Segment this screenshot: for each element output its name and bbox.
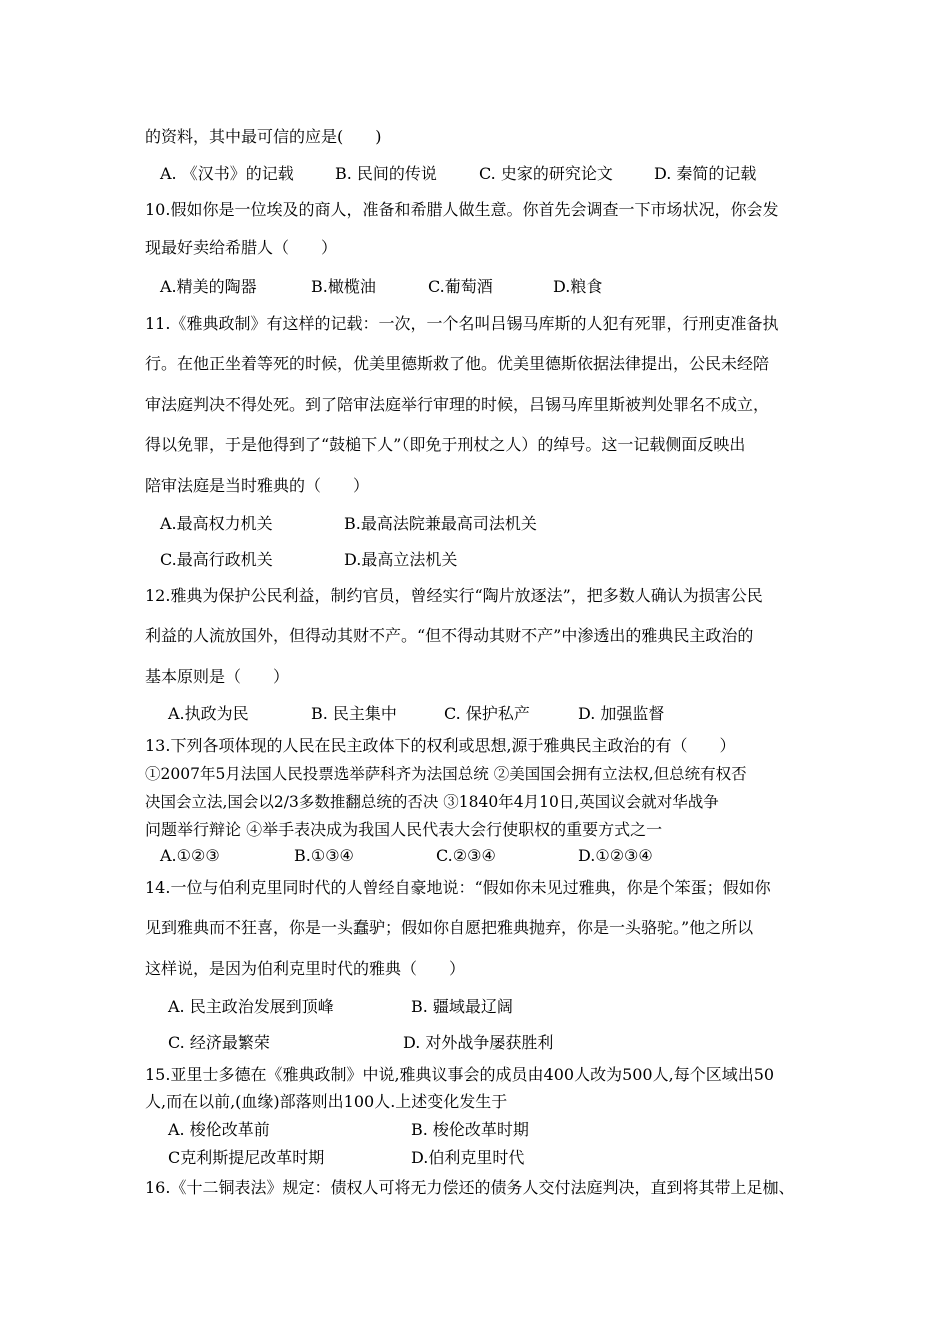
q11-option-a: A.最高权力机关 [160, 514, 273, 533]
q9-option-c: C. 史家的研究论文 [479, 164, 613, 183]
q14-stem-line-1: 14.一位与伯利克里同时代的人曾经自豪地说：“假如你未见过雅典，你是个笨蛋；假如你 [145, 878, 771, 897]
q13-stem-line-3: 决国会立法,国会以2∕3多数推翻总统的否决 ③1840年4月10日,英国议会就对华战争 [145, 793, 719, 811]
q11-stem-line-3: 审法庭判决不得处死。到了陪审法庭举行审理的时候，吕锡马库里斯被判处罪名不成立， [145, 395, 770, 414]
q14-option-b: B. 疆域最辽阔 [411, 997, 513, 1016]
q9-option-d: D. 秦简的记载 [654, 164, 757, 183]
q14-option-d: D. 对外战争屡获胜利 [403, 1033, 554, 1052]
q13-stem-line-2: ①2007年5月法国人民投票选举萨科齐为法国总统 ②美国国会拥有立法权,但总统有权否 [145, 765, 747, 783]
q15-stem-line-2: 人,而在以前,(血缘)部落则出100人.上述变化发生于 [145, 1092, 508, 1111]
q15-option-b: B. 梭伦改革时期 [411, 1120, 529, 1139]
q11-stem-line-5: 陪审法庭是当时雅典的（ ） [145, 476, 370, 495]
q15-option-c: C克利斯提尼改革时期 [168, 1148, 325, 1167]
q11-option-d: D.最高立法机关 [344, 550, 458, 569]
q12-stem-line-3: 基本原则是（ ） [145, 667, 290, 686]
q12-option-d: D. 加强监督 [578, 704, 665, 723]
q11-stem-line-2: 行。在他正坐着等死的时候，优美里德斯救了他。优美里德斯依据法律提出，公民未经陪 [145, 354, 770, 373]
q11-option-b: B.最高法院兼最高司法机关 [344, 514, 537, 533]
q14-stem-line-3: 这样说，是因为伯利克里时代的雅典（ ） [145, 959, 466, 978]
q10-option-d: D.粮食 [553, 277, 603, 296]
q12-stem-line-1: 12.雅典为保护公民利益，制约官员，曾经实行“陶片放逐法”，把多数人确认为损害公民 [145, 586, 763, 605]
q15-stem-line-1: 15.亚里士多德在《雅典政制》中说,雅典议事会的成员由400人改为500人,每个区域出50 [145, 1065, 775, 1084]
q13-option-d: D.①②③④ [578, 846, 653, 865]
q10-stem-line-1: 10.假如你是一位埃及的商人，准备和希腊人做生意。你首先会调查一下市场状况，你会发 [145, 200, 779, 219]
q10-option-b: B.橄榄油 [311, 277, 376, 296]
q10-stem-line-2: 现最好卖给希腊人（ ） [145, 238, 338, 257]
q12-option-b: B. 民主集中 [311, 704, 397, 723]
q9-option-b: B. 民间的传说 [335, 164, 437, 183]
q12-option-a: A.执政为民 [168, 704, 249, 723]
q13-option-b: B.①③④ [294, 846, 354, 865]
q13-option-c: C.②③④ [436, 846, 496, 865]
q13-stem-line-1: 13.下列各项体现的人民在民主政体下的权利或思想,源于雅典民主政治的有（ ） [145, 736, 736, 755]
q11-option-c: C.最高行政机关 [160, 550, 273, 569]
q15-option-d: D.伯利克里时代 [411, 1148, 525, 1167]
q9-option-a: A. 《汉书》的记载 [160, 164, 294, 183]
q11-stem-line-4: 得以免罪，于是他得到了“鼓槌下人”（即免于刑杖之人）的绰号。这一记载侧面反映出 [145, 435, 746, 454]
q9-stem-line: 的资料，其中最可信的应是( ) [145, 127, 382, 146]
q12-option-c: C. 保护私产 [444, 704, 530, 723]
q11-stem-line-1: 11.《雅典政制》有这样的记载：一次，一个名叫吕锡马库斯的人犯有死罪，行刑吏准备执 [145, 314, 779, 333]
q12-stem-line-2: 利益的人流放国外，但得动其财不产。“但不得动其财不产”中渗透出的雅典民主政治的 [145, 626, 754, 645]
q13-stem-line-4: 问题举行辩论 ④举手表决成为我国人民代表大会行使职权的重要方式之一 [145, 820, 663, 839]
q10-option-a: A.精美的陶器 [160, 277, 257, 296]
q13-option-a: A.①②③ [160, 846, 220, 865]
q15-option-a: A. 梭伦改革前 [168, 1120, 270, 1139]
q14-option-a: A. 民主政治发展到顶峰 [168, 997, 334, 1016]
q14-option-c: C. 经济最繁荣 [168, 1033, 270, 1052]
q16-stem-line-1: 16.《十二铜表法》规定：债权人可将无力偿还的债务人交付法庭判决，直到将其带上足枷、 [145, 1178, 795, 1197]
q14-stem-line-2: 见到雅典而不狂喜，你是一头蠢驴；假如你自愿把雅典抛弃，你是一头骆驼。”他之所以 [145, 918, 754, 937]
q10-option-c: C.葡萄酒 [428, 277, 493, 296]
